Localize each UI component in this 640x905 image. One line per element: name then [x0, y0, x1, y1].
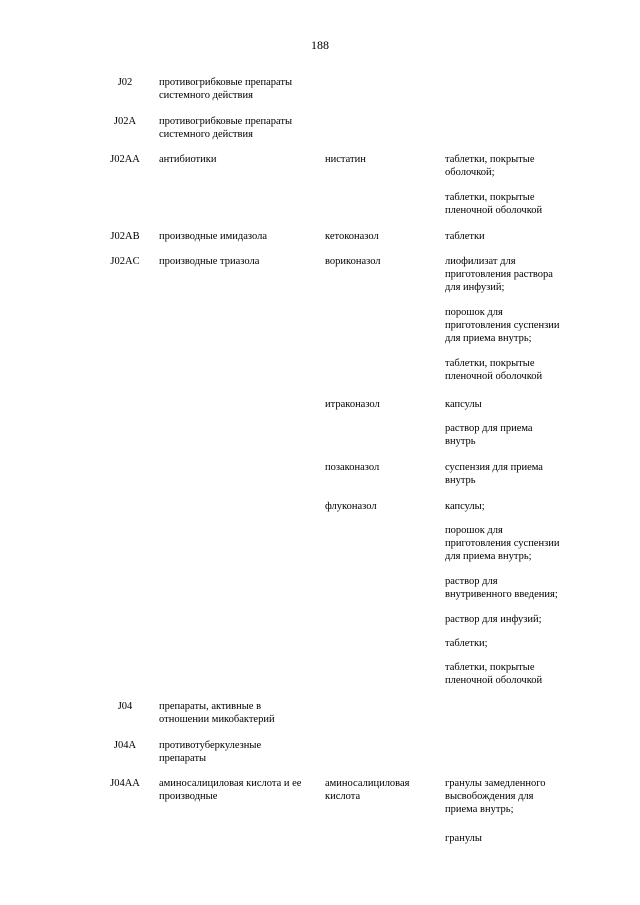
dosage-form: лиофилизат для приготовления раствора для инфузий; [445, 256, 553, 293]
inn-name: позаконазол [325, 462, 380, 473]
inn-name: итраконазол [325, 399, 380, 410]
group-name: аминосалициловая кислота и ее производные [159, 778, 302, 802]
dosage-form: таблетки; [445, 638, 488, 649]
dosage-form: раствор для приема внутрь [445, 423, 533, 447]
atc-code: J02A [113, 116, 137, 127]
group-name: производные имидазола [159, 231, 268, 242]
atc-code: J02AB [110, 231, 140, 242]
group-name: производные триазола [159, 256, 260, 267]
dosage-form: порошок для приготовления суспензии для приема внутрь; [445, 307, 560, 344]
group-name: противогрибковые препараты системного действия [159, 116, 293, 140]
inn-name: вориконазол [325, 256, 381, 267]
dosage-form: таблетки, покрытые пленочной оболочкой [445, 662, 543, 686]
inn-name: аминосалициловая кислота [325, 778, 410, 802]
atc-code: J02 [117, 77, 133, 88]
dosage-form: капсулы [445, 399, 482, 410]
dosage-form: капсулы; [445, 501, 485, 512]
inn-name: нистатин [325, 154, 366, 165]
atc-code: J04A [113, 740, 137, 751]
dosage-form: таблетки, покрытые пленочной оболочкой [445, 192, 543, 216]
group-name: антибиотики [159, 154, 217, 165]
dosage-form: таблетки [445, 231, 485, 242]
atc-code: J02AC [110, 256, 140, 267]
group-name: противогрибковые препараты системного действия [159, 77, 293, 101]
atc-code: J04 [117, 701, 133, 712]
dosage-form: раствор для внутривенного введения; [445, 576, 558, 600]
dosage-form: порошок для приготовления суспензии для приема внутрь; [445, 525, 560, 562]
dosage-form: суспензия для приема внутрь [445, 462, 543, 486]
atc-code: J02AA [110, 154, 140, 165]
group-name: препараты, активные в отношении микобактерий [159, 701, 275, 725]
inn-name: кетоконазол [325, 231, 379, 242]
inn-name: флуконазол [325, 501, 377, 512]
group-name: противотуберкулезные препараты [159, 740, 262, 764]
dosage-form: гранулы замедленного высвобождения для приема внутрь; [445, 778, 546, 815]
dosage-form: раствор для инфузий; [445, 614, 542, 625]
dosage-form: таблетки, покрытые оболочкой; [445, 154, 535, 178]
atc-code: J04AA [110, 778, 140, 789]
dosage-form: таблетки, покрытые пленочной оболочкой [445, 358, 543, 382]
page-number: 188 [311, 38, 329, 52]
dosage-form: гранулы [445, 833, 482, 844]
